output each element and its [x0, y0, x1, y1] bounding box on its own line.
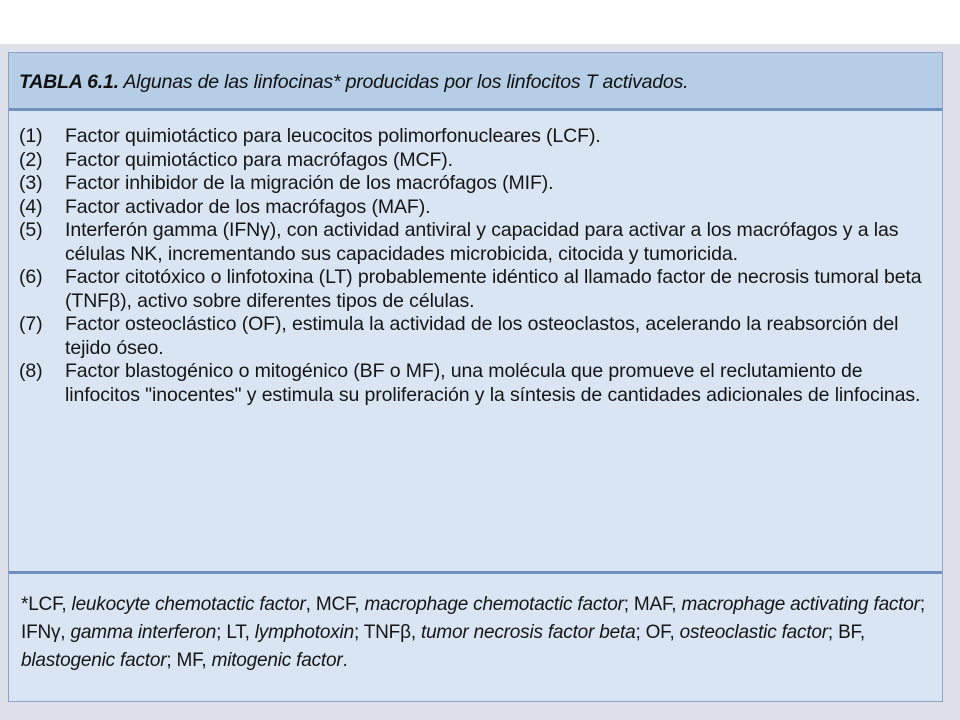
item-text: Factor citotóxico o linfotoxina (LT) probablemente idéntico al llamado factor de necrosis tumoral beta (TNFβ), activo sobre diferentes tipos de células. [65, 266, 922, 312]
table-title [19, 71, 688, 94]
table-caption: Algunas de las linfocinas* producidas por los linfocitos T activados. [118, 71, 689, 93]
item-text: Factor osteoclástico (OF), estimula la actividad de los osteoclastos, acelerando la reabsorción del tejido óseo. [65, 313, 899, 359]
footnote-abbrev: ; TNFβ, [353, 622, 421, 643]
footnote-abbrev: ; MAF, [623, 594, 682, 615]
item-text: Factor activador de los macrófagos (MAF). [65, 195, 431, 218]
footnote-term: lymphotoxin [254, 622, 354, 643]
item-text: Factor quimiotáctico para macrófagos (MCF). [65, 148, 453, 171]
list-item [19, 313, 939, 360]
footnote [21, 591, 931, 675]
table-title-band [9, 53, 942, 111]
lymphokine-list [19, 125, 939, 407]
item-number: (8) [19, 360, 43, 382]
footnote-abbrev: ; IFNγ, [21, 594, 925, 643]
footnote-term: macrophage chemotactic factor [364, 594, 624, 615]
list-item [19, 266, 939, 313]
list-item [19, 219, 939, 266]
item-number: (4) [19, 195, 43, 218]
item-number: (7) [19, 313, 43, 335]
item-number: (2) [19, 148, 43, 171]
footnote-abbrev: ; MF, [166, 650, 212, 671]
footnote-abbrev: , MCF, [305, 594, 365, 615]
list-item [19, 125, 939, 149]
item-text: Factor quimiotáctico para leucocitos polimorfonucleares (LCF). [65, 125, 601, 147]
footnote-term: leukocyte chemotactic factor [71, 594, 306, 615]
table-number: TABLA 6.1. [19, 71, 119, 93]
footnote-term: blastogenic factor [21, 650, 167, 671]
footnote-abbrev: ; LT, [216, 622, 255, 643]
footnote-term: macrophage activating factor [681, 594, 920, 615]
footnote-term: osteoclastic factor [679, 622, 828, 643]
list-item [19, 172, 939, 196]
list-item [19, 196, 939, 220]
item-number: (5) [19, 219, 43, 241]
item-number: (1) [19, 125, 43, 147]
footnote-term: tumor necrosis factor beta [420, 622, 636, 643]
item-number: (6) [19, 266, 43, 288]
footnote-divider [9, 571, 942, 574]
item-text: Interferón gamma (IFNγ), con actividad antiviral y capacidad para activar a los macrófagos y a las células NK, incrementando sus capacidades microbicida, citocida y tumoricida. [65, 219, 899, 265]
item-text: Factor blastogénico o mitogénico (BF o MF), una molécula que promueve el reclutamiento de linfocitos "inocentes" y estimula su proliferación y la síntesis de cantidades adicionales de linfocinas. [65, 360, 921, 406]
footnote-term: mitogenic factor [211, 650, 343, 671]
footnote-abbrev: *LCF, [21, 594, 72, 615]
footnote-abbrev: ; BF, [827, 622, 865, 643]
footnote-abbrev: ; OF, [635, 622, 680, 643]
item-number: (3) [19, 172, 43, 194]
item-text: Factor inhibidor de la migración de los macrófagos (MIF). [65, 172, 554, 194]
scanned-page [0, 44, 960, 720]
footnote-abbrev: . [342, 650, 348, 671]
list-item [19, 360, 939, 407]
list-item [19, 149, 939, 173]
table-box [8, 52, 943, 702]
footnote-term: gamma interferon [70, 622, 217, 643]
